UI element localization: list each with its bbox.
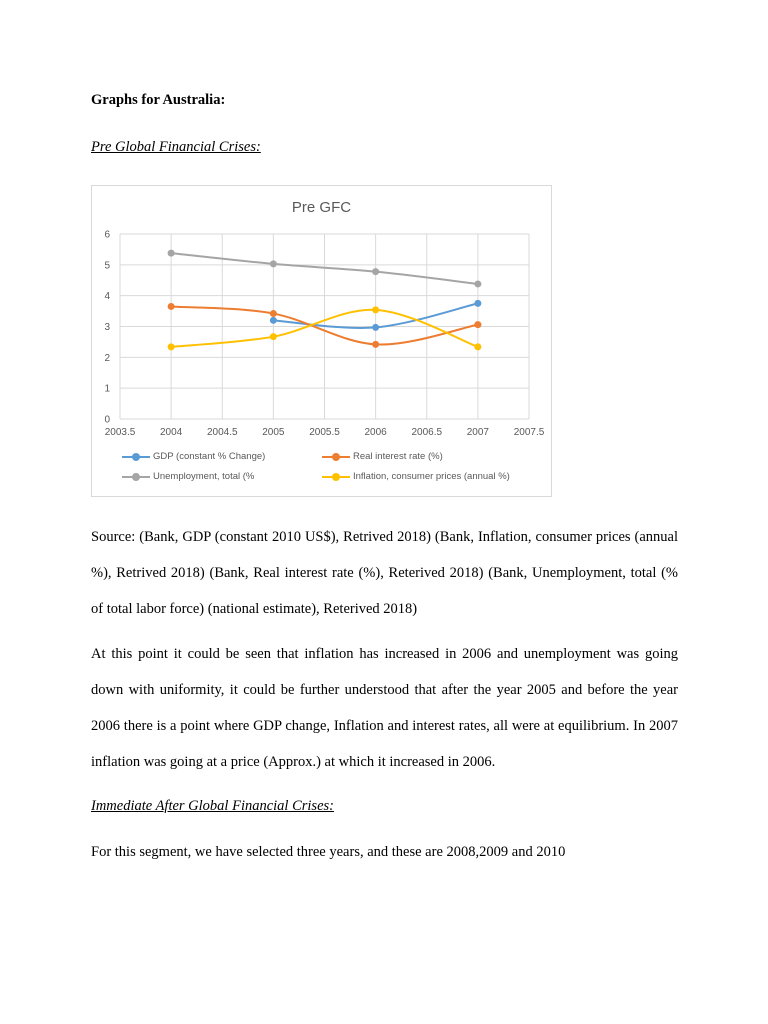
x-tick-label: 2006.5 [411,427,443,438]
data-point [372,324,379,331]
y-tick-label: 4 [104,291,110,303]
legend-label: Inflation, consumer prices (annual %) [353,471,510,482]
x-tick-label: 2003.5 [104,427,136,438]
data-point [474,321,481,328]
y-tick-label: 1 [104,383,110,395]
legend-label: Real interest rate (%) [353,451,443,462]
chart-legend [122,451,532,482]
legend-label: Unemployment, total (% [153,471,255,482]
chart-container [91,185,552,497]
data-point [372,306,379,313]
x-tick-label: 2006 [364,427,387,438]
y-tick-label: 5 [104,260,110,272]
x-tick-label: 2007 [466,427,489,438]
x-tick-label: 2007.5 [513,427,545,438]
legend-label: GDP (constant % Change) [153,451,266,462]
y-tick-label: 0 [104,414,110,426]
legend-swatch [322,472,350,482]
legend-swatch [122,472,150,482]
data-point [474,300,481,307]
legend-item [122,451,322,462]
legend-item [322,451,532,462]
y-tick-label: 6 [104,229,110,241]
data-point [474,343,481,350]
x-tick-label: 2004.5 [206,427,238,438]
analysis-paragraph: At this point it could be seen that inflation has increased in 2006 and unemployment was going down with uniformity, it could be further understood that after the year 2005 and before the year 2006 there is a point where GDP change, Inflation and interest rates, all were at equilibrium. In 2007 inflation was going at a price (Approx.) at which it increased in 2006. [91,646,678,770]
chart-title: Pre GFC [291,199,352,216]
data-point [372,268,379,275]
data-point [372,341,379,348]
legend-item [122,471,322,482]
data-point [270,317,277,324]
legend-swatch [322,452,350,462]
x-tick-label: 2005 [262,427,285,438]
data-point [270,260,277,267]
section-title-pre-gfc: Pre Global Financial Crises: [91,139,261,155]
segment-paragraph: For this segment, we have selected three years, and these are 2008,2009 and 2010 [91,844,566,860]
x-tick-label: 2005.5 [309,427,340,438]
legend-swatch [122,452,150,462]
y-tick-label: 2 [104,352,110,364]
page-heading: Graphs for Australia: [91,92,226,108]
data-point [168,303,175,310]
data-point [168,343,175,350]
data-point [270,310,277,317]
legend-item [322,471,532,482]
data-point [474,280,481,287]
x-tick-label: 2004 [160,427,183,438]
y-tick-label: 3 [104,322,110,333]
data-point [168,250,175,257]
source-paragraph: Source: (Bank, GDP (constant 2010 US$), Retrived 2018) (Bank, Inflation, consumer prices (annual %), Retrived 2018) (Bank, Real interest rate (%), Reterived 2018) (Bank, Unemployment, total (% of total labor force) (national estimate), Reterived 2018) [91,529,678,617]
data-point [270,333,277,340]
section-title-post-gfc: Immediate After Global Financial Crises: [91,798,334,814]
